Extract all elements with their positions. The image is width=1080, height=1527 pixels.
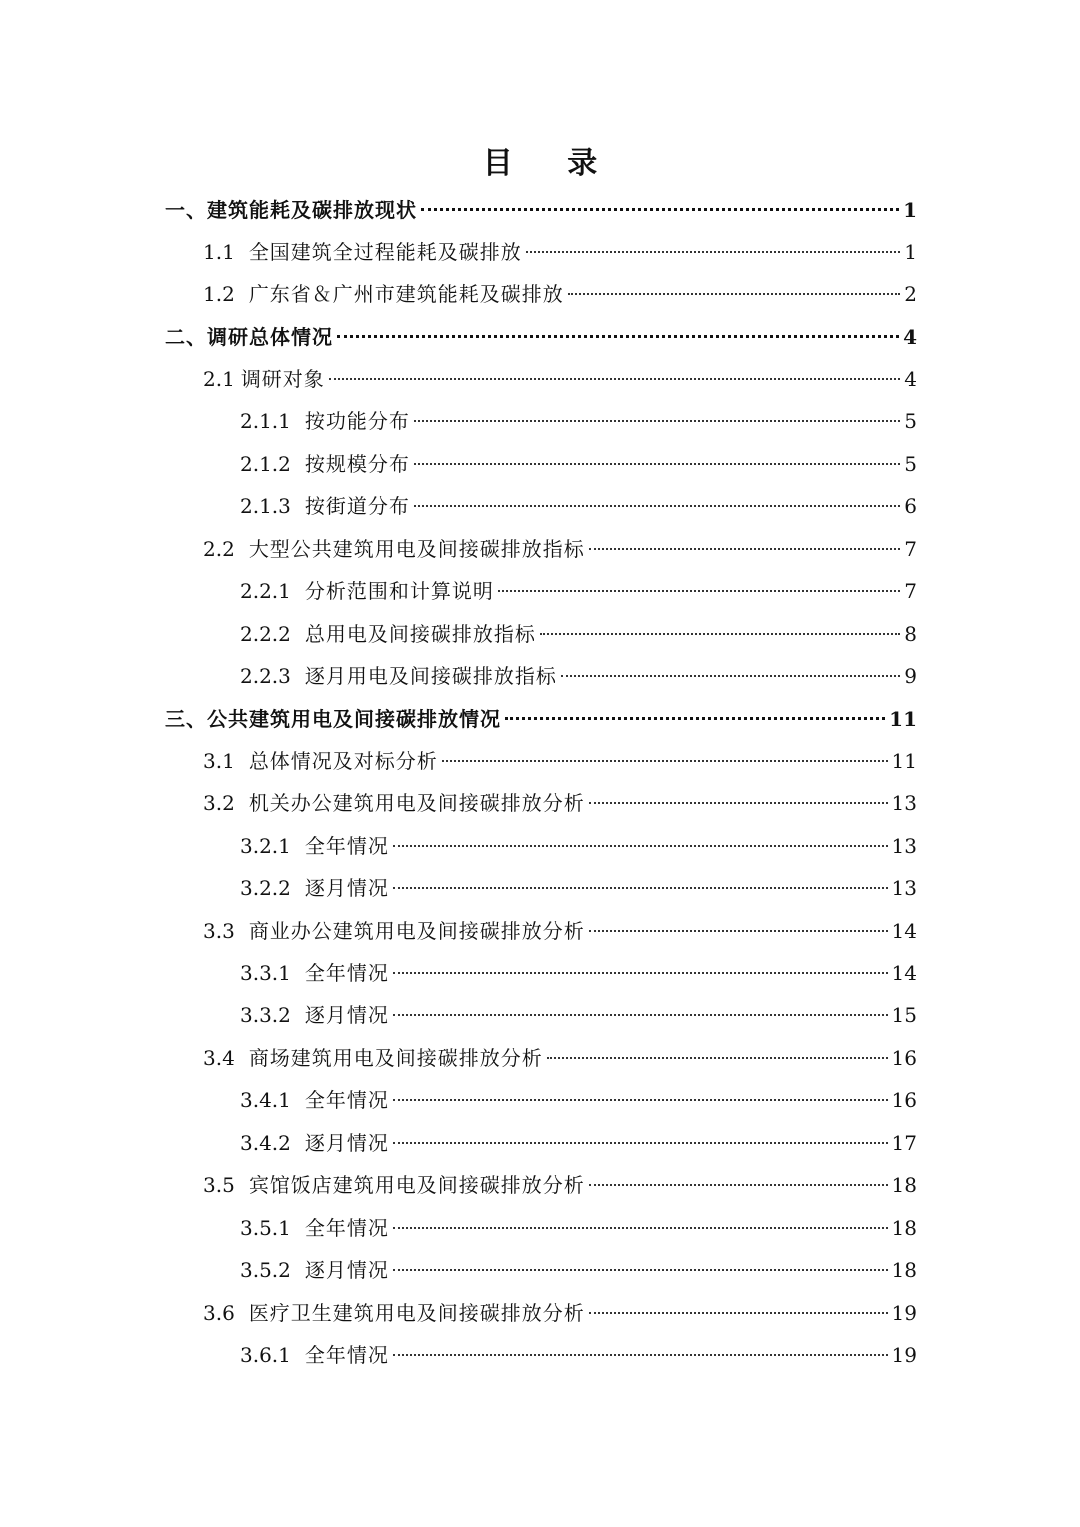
toc-entry-page: 16 (891, 1088, 917, 1112)
toc-entry-number: 3.4 (203, 1046, 235, 1070)
toc-entry-label: 三、公共建筑用电及间接碳排放情况 (165, 707, 501, 731)
toc-entry-number: 3.1 (203, 749, 235, 773)
dot-leader (393, 845, 888, 847)
dot-leader (547, 1057, 888, 1059)
toc-entry-number: 2.1.2 (240, 452, 291, 476)
toc-entry-number: 1.1 (203, 240, 235, 264)
toc-entry-page: 13 (891, 876, 917, 900)
toc-entry[interactable] (203, 787, 917, 819)
toc-entry[interactable] (240, 618, 917, 650)
toc-entry-label: 商场建筑用电及间接碳排放分析 (248, 1046, 543, 1070)
toc-entry-page: 14 (891, 919, 917, 943)
dot-leader (337, 335, 899, 338)
toc-entry-number: 3.5 (203, 1173, 235, 1197)
dot-leader (393, 1014, 888, 1016)
dot-leader (393, 1227, 888, 1229)
toc-entry-label: 按规模分布 (304, 452, 410, 476)
toc-entry-page: 11 (889, 707, 917, 731)
toc-entry-page: 18 (891, 1173, 917, 1197)
toc-entry-number: 2.1.3 (240, 494, 291, 518)
dot-leader (540, 633, 900, 635)
toc-entry-label: 逐月用电及间接碳排放指标 (304, 664, 557, 688)
toc-entry-label: 全年情况 (304, 1343, 389, 1367)
toc-entry-label: 逐月情况 (304, 1131, 389, 1155)
toc-entry-label: 广东省＆广州市建筑能耗及碳排放 (248, 282, 564, 306)
toc-entry-page: 13 (891, 834, 917, 858)
toc-entry-page: 1 (904, 240, 917, 264)
toc-entry-number: 2.2.3 (240, 664, 291, 688)
toc-entry-page: 11 (891, 749, 917, 773)
toc-entry-label: 总体情况及对标分析 (248, 749, 438, 773)
toc-entry[interactable] (240, 448, 917, 480)
toc-entry-label: 分析范围和计算说明 (304, 579, 494, 603)
toc-entry-page: 8 (904, 622, 917, 646)
toc-entry-label: 全年情况 (304, 834, 389, 858)
toc-entry-page: 1 (903, 198, 917, 222)
toc-entry-number: 3.2 (203, 791, 235, 815)
toc-entry-number: 3.5.2 (240, 1258, 291, 1282)
toc-entry[interactable] (240, 957, 917, 989)
toc-entry-label: 大型公共建筑用电及间接碳排放指标 (248, 537, 585, 561)
toc-entry-number: 3.2.1 (240, 834, 291, 858)
dot-leader (393, 972, 888, 974)
dot-leader (589, 1184, 888, 1186)
toc-entry-number: 3.4.1 (240, 1088, 291, 1112)
dot-leader (568, 293, 900, 295)
toc-entry-page: 4 (904, 367, 917, 391)
toc-entry[interactable] (203, 533, 917, 565)
toc-entry-label: 逐月情况 (304, 1003, 389, 1027)
toc-entry[interactable] (165, 321, 917, 353)
toc-entry[interactable] (165, 703, 917, 735)
toc-entry-number: 3.3.2 (240, 1003, 291, 1027)
toc-entry-number: 3.6 (203, 1301, 235, 1325)
toc-entry[interactable] (240, 1339, 917, 1371)
dot-leader (526, 251, 900, 253)
toc-entry-page: 14 (891, 961, 917, 985)
toc-entry-label: 全年情况 (304, 1088, 389, 1112)
dot-leader (442, 760, 888, 762)
toc-entry[interactable] (240, 1084, 917, 1116)
toc-entry-page: 15 (891, 1003, 917, 1027)
toc-entry-label: 按功能分布 (304, 409, 410, 433)
toc-entry-number: 2.1.1 (240, 409, 291, 433)
toc-entry-page: 4 (903, 325, 917, 349)
toc-entry-number: 2.2.1 (240, 579, 291, 603)
toc-entry-page: 5 (904, 409, 917, 433)
toc-entry-label: 总用电及间接碳排放指标 (304, 622, 536, 646)
dot-leader (393, 1099, 888, 1101)
dot-leader (414, 463, 900, 465)
toc-entry-label: 一、建筑能耗及碳排放现状 (165, 198, 417, 222)
toc-entry-number: 2.2 (203, 537, 235, 561)
toc-entry-number: 3.5.1 (240, 1216, 291, 1240)
dot-leader (393, 1269, 888, 1271)
dot-leader (393, 887, 888, 889)
dot-leader (589, 802, 888, 804)
toc-entry-label: 全国建筑全过程能耗及碳排放 (248, 240, 522, 264)
toc-entry[interactable] (203, 1297, 917, 1329)
toc-entry-label: 医疗卫生建筑用电及间接碳排放分析 (248, 1301, 585, 1325)
toc-entry-label: 二、调研总体情况 (165, 325, 333, 349)
toc-entry-label: 全年情况 (304, 961, 389, 985)
toc-entry-page: 19 (891, 1301, 917, 1325)
toc-entry-number: 1.2 (203, 282, 235, 306)
toc-entry[interactable] (203, 915, 917, 947)
toc-entry-label: 宾馆饭店建筑用电及间接碳排放分析 (248, 1173, 585, 1197)
toc-entry[interactable] (203, 278, 917, 310)
toc-entry-page: 18 (891, 1216, 917, 1240)
dot-leader (414, 420, 900, 422)
toc-entry[interactable] (240, 999, 917, 1031)
toc-entry-number: 3.2.2 (240, 876, 291, 900)
dot-leader (393, 1354, 888, 1356)
toc-entry[interactable] (240, 1254, 917, 1286)
toc-entry[interactable] (240, 490, 917, 522)
toc-entry-number: 3.3 (203, 919, 235, 943)
toc-entry[interactable] (203, 1169, 917, 1201)
toc-entry[interactable] (165, 194, 917, 226)
toc-entry-label: 逐月情况 (304, 876, 389, 900)
toc-entry[interactable] (240, 830, 917, 862)
toc-entry[interactable] (240, 575, 917, 607)
toc-entry-page: 17 (891, 1131, 917, 1155)
dot-leader (329, 378, 900, 380)
dot-leader (393, 1142, 888, 1144)
toc-entry-page: 7 (904, 537, 917, 561)
toc-entry[interactable] (240, 872, 917, 904)
toc-entry[interactable] (203, 363, 917, 395)
toc-entry-page: 19 (891, 1343, 917, 1367)
toc-entry[interactable] (240, 1127, 917, 1159)
toc-entry-number: 2.1 (203, 367, 235, 391)
dot-leader (561, 675, 900, 677)
toc-entry-page: 16 (891, 1046, 917, 1070)
toc-entry[interactable] (240, 660, 917, 692)
toc-entry-number: 3.3.1 (240, 961, 291, 985)
toc-entry-label: 机关办公建筑用电及间接碳排放分析 (248, 791, 585, 815)
toc-entry[interactable] (203, 745, 917, 777)
toc-entry[interactable] (240, 1212, 917, 1244)
toc-entry-page: 6 (904, 494, 917, 518)
toc-entry-label: 逐月情况 (304, 1258, 389, 1282)
toc-entry[interactable] (240, 405, 917, 437)
toc-entry-number: 3.6.1 (240, 1343, 291, 1367)
toc-entry-page: 18 (891, 1258, 917, 1282)
toc-entry-page: 9 (904, 664, 917, 688)
toc-entry-label: 调研对象 (240, 367, 325, 391)
toc-entry-page: 2 (904, 282, 917, 306)
dot-leader (414, 505, 900, 507)
toc-entry[interactable] (203, 236, 917, 268)
toc-entry-number: 3.4.2 (240, 1131, 291, 1155)
page-title: 目 录 (482, 146, 620, 181)
toc-entry-page: 7 (904, 579, 917, 603)
dot-leader (589, 1312, 888, 1314)
toc-entry-number: 2.2.2 (240, 622, 291, 646)
dot-leader (589, 930, 888, 932)
toc-entry[interactable] (203, 1042, 917, 1074)
toc-entry-label: 商业办公建筑用电及间接碳排放分析 (248, 919, 585, 943)
dot-leader (505, 717, 885, 720)
toc-entry-label: 全年情况 (304, 1216, 389, 1240)
toc-entry-label: 按街道分布 (304, 494, 410, 518)
dot-leader (421, 208, 899, 211)
dot-leader (589, 548, 900, 550)
dot-leader (498, 590, 900, 592)
toc-entry-page: 5 (904, 452, 917, 476)
toc-entry-page: 13 (891, 791, 917, 815)
